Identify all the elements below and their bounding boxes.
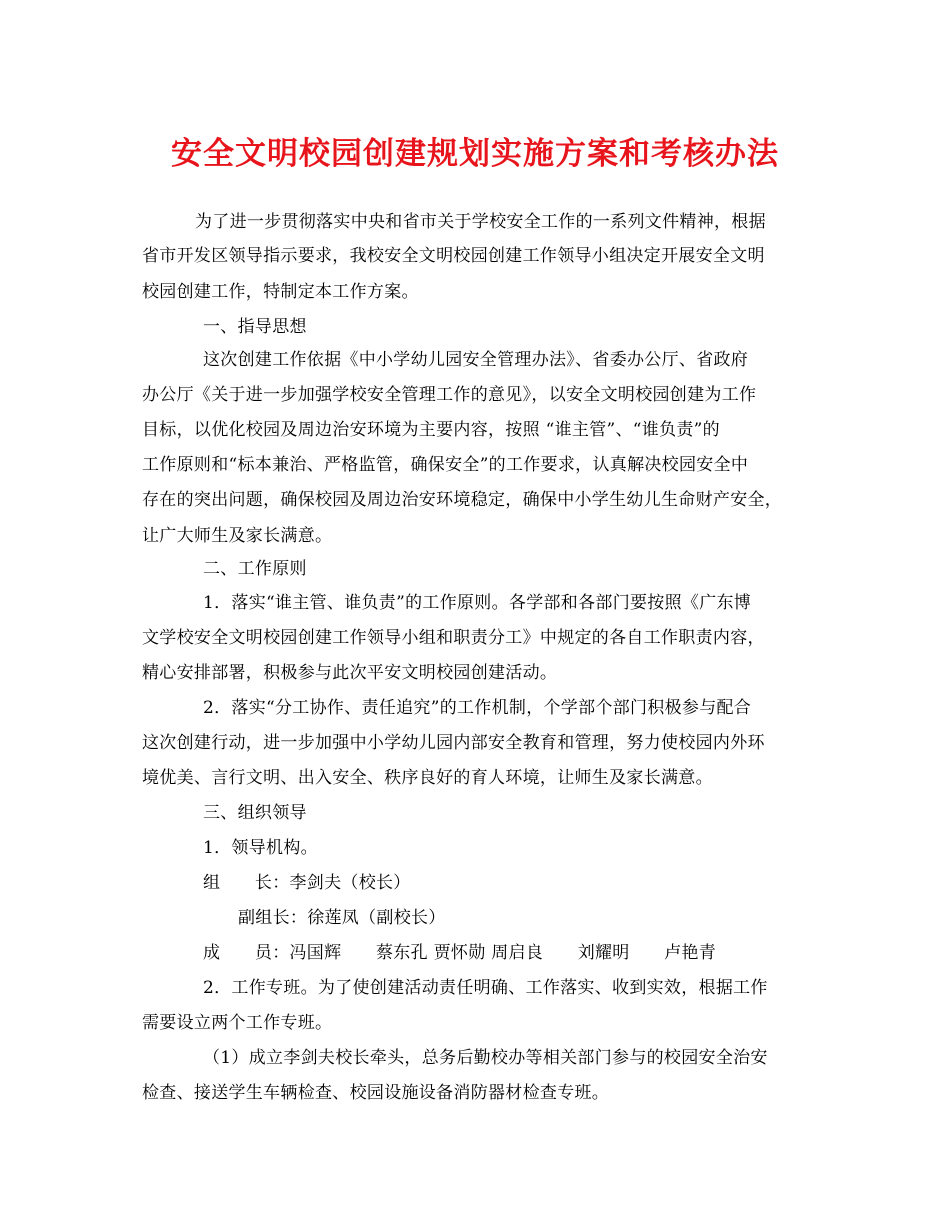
section-heading: 一、指导思想 bbox=[203, 317, 307, 337]
body-line: 1．落实“谁主管、谁负责”的工作原则。各学部和各部门要按照《广东博 bbox=[203, 593, 752, 613]
body-line: 这次创建工作依据《中小学幼儿园安全管理办法》、省委办公厅、省政府 bbox=[203, 350, 749, 370]
body-line: 文学校安全文明校园创建工作领导小组和职责分工》中规定的各自工作职责内容， bbox=[142, 628, 765, 648]
body-line: 需要设立两个工作专班。 bbox=[142, 1013, 333, 1033]
body-line: 校园创建工作，特制定本工作方案。 bbox=[142, 282, 419, 302]
body-line: 办公厅《关于进一步加强学校安全管理工作的意见》，以安全文明校园创建为工作 bbox=[142, 385, 757, 405]
body-line: 省市开发区领导指示要求，我校安全文明校园创建工作领导小组决定开展安全文明 bbox=[142, 246, 765, 266]
body-line: 存在的突出问题，确保校园及周边治安环境稳定，确保中小学生幼儿生命财产安全， bbox=[142, 490, 783, 510]
body-line: 1．领导机构。 bbox=[203, 838, 318, 858]
body-line: 让广大师生及家长满意。 bbox=[142, 526, 333, 546]
document-title: 安全文明校园创建规划实施方案和考核办法 bbox=[171, 136, 779, 172]
body-line: 这次创建行动，进一步加强中小学幼儿园内部安全教育和管理，努力使校园内外环 bbox=[142, 733, 765, 753]
body-line: 精心安排部署，积极参与此次平安文明校园创建活动。 bbox=[142, 663, 558, 683]
section-heading: 二、工作原则 bbox=[203, 559, 307, 579]
body-line: 为了进一步贯彻落实中央和省市关于学校安全工作的一系列文件精神，根据 bbox=[195, 212, 766, 232]
body-line: （1）成立李剑夫校长牵头，总务后勤校办等相关部门参与的校园安全治安 bbox=[203, 1048, 768, 1068]
body-line: 工作原则和“标本兼治、严格监管，确保安全”的工作要求，认真解决校园安全中 bbox=[142, 455, 749, 475]
body-line: 目标，以优化校园及周边治安环境为主要内容，按照 “谁主管”、“谁负责”的 bbox=[142, 420, 720, 440]
body-line: 副组长：徐莲凤（副校长） bbox=[238, 908, 446, 928]
body-line: 成 员：冯国辉 蔡东孔 贾怀勋 周启良 刘耀明 卢艳青 bbox=[203, 943, 717, 963]
body-line: 2．落实“分工协作、责任追究”的工作机制，个学部个部门积极参与配合 bbox=[203, 698, 752, 718]
body-line: 检查、接送学生车辆检查、校园设施设备消防器材检查专班。 bbox=[142, 1083, 610, 1103]
body-line: 2．工作专班。为了使创建活动责任明确、工作落实、收到实效，根据工作 bbox=[203, 978, 768, 998]
section-heading: 三、组织领导 bbox=[203, 803, 307, 823]
body-line: 境优美、言行文明、出入安全、秩序良好的育人环境，让师生及家长满意。 bbox=[142, 768, 713, 788]
body-line: 组 长：李剑夫（校长） bbox=[203, 873, 411, 893]
